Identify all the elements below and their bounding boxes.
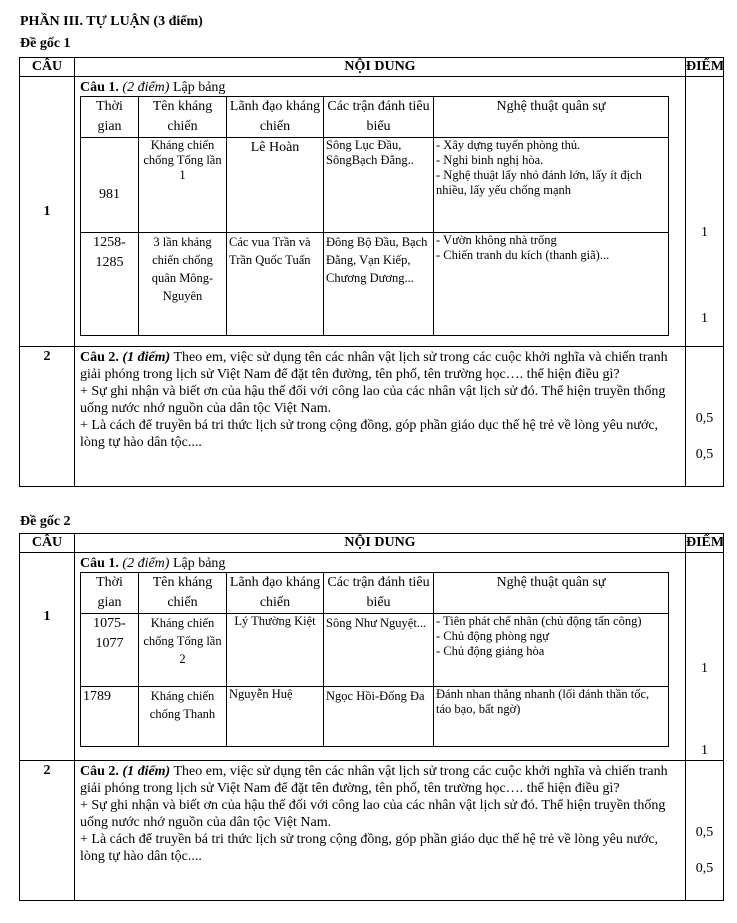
art-line: - Chủ động phòng ngự — [436, 629, 550, 643]
cell-time: 1789 — [81, 687, 139, 747]
score-value: 0,5 — [695, 861, 714, 876]
col-header: Lãnh đạo kháng chiến — [227, 573, 324, 614]
score-value: 0,5 — [695, 411, 714, 426]
section-2-table — [19, 533, 724, 901]
header-noidung: NỘI DUNG — [75, 58, 686, 77]
cell-battles: Sông Như Nguyệt... — [324, 614, 434, 687]
section-1-label: Đề gốc 1 — [20, 36, 71, 51]
inner-table — [80, 96, 669, 336]
score-value: 0,5 — [695, 447, 714, 462]
question-1-content — [75, 553, 686, 761]
art-line: - Xây dựng tuyến phòng thủ. — [436, 138, 581, 152]
score-value: 1 — [701, 661, 708, 676]
art-line: Đánh nhan thắng nhanh (lối đánh thần tốc, táo bạo, bất ngờ) — [436, 687, 650, 716]
part-title: PHẦN III. TỰ LUẬN (3 điểm) — [20, 14, 203, 29]
question-2-content — [75, 761, 686, 901]
question-number: 2 — [20, 347, 75, 487]
question-1-content — [75, 77, 686, 347]
question-2-text: Câu 2. (1 điểm) Theo em, việc sử dụng tên các nhân vật lịch sử trong các cuộc khởi nghĩa và chiến tranh giải phóng trong lịch sử Việt Nam để đặt tên đường, tên phố, tên trường học…. thể hiện điều gì? — [80, 764, 668, 796]
col-header: Các trận đánh tiêu biểu — [324, 97, 434, 138]
col-header: Thời gian — [81, 573, 139, 614]
cell-war: Kháng chiến chống Thanh — [139, 687, 227, 747]
header-cau: CÂU — [20, 58, 75, 77]
answer-2: + Là cách để truyền bá tri thức lịch sử trong cộng đồng, góp phần giáo dục thế hệ trẻ về lòng yêu nước, lòng tự hào dân tộc.... — [80, 832, 659, 864]
question-number: 1 — [20, 553, 75, 761]
answer-1: + Sự ghi nhận và biết ơn của hậu thế đối với công lao của các nhân vật lịch sử đó. Thể hiện truyền thống uống nước nhớ nguồn của dân tộc Việt Nam. — [80, 798, 666, 830]
art-line: - Tiên phát chế nhân (chủ động tấn công) — [436, 614, 642, 628]
col-header: Tên kháng chiến — [139, 97, 227, 138]
question-2-text: Câu 2. (1 điểm) Theo em, việc sử dụng tên các nhân vật lịch sử trong các cuộc khởi nghĩa và chiến tranh giải phóng trong lịch sử Việt Nam để đặt tên đường, tên phố, tên trường học…. thể hiện điều gì? — [80, 350, 668, 382]
header-cau: CÂU — [20, 534, 75, 553]
question-1-title: Câu 1. (2 điểm) Lập bảng — [80, 80, 226, 95]
cell-battles: Sông Lục Đầu, SôngBạch Đằng.. — [324, 138, 434, 233]
answer-2: + Là cách để truyền bá tri thức lịch sử trong cộng đồng, góp phần giáo dục thế hệ trẻ về lòng yêu nước, lòng tự hào dân tộc.... — [80, 418, 659, 450]
score-value: 1 — [701, 225, 708, 240]
cell-leader: Các vua Trần và Trần Quốc Tuấn — [227, 233, 324, 336]
question-number: 2 — [20, 761, 75, 901]
col-header: Lãnh đạo kháng chiến — [227, 97, 324, 138]
cell-time: 1075-1077 — [81, 614, 139, 687]
cell-art — [434, 687, 669, 747]
score-cell — [686, 761, 724, 901]
col-header: Nghệ thuật quân sự — [434, 97, 669, 138]
art-line: - Nghệ thuật lấy nhỏ đánh lớn, lấy ít địch nhiều, lấy yếu chống mạnh — [436, 168, 642, 197]
score-cell — [686, 347, 724, 487]
score-cell — [686, 553, 724, 761]
art-line: - Nghi binh nghị hòa. — [436, 153, 544, 167]
table-row — [81, 233, 669, 336]
cell-battles: Đông Bộ Đầu, Bạch Đằng, Vạn Kiếp, Chương Dương... — [324, 233, 434, 336]
score-value: 1 — [701, 743, 708, 758]
table-row — [81, 687, 669, 747]
header-diem: ĐIỂM — [686, 534, 724, 553]
art-line: - Chủ động giảng hòa — [436, 644, 545, 658]
col-header: Nghệ thuật quân sự — [434, 573, 669, 614]
art-line: - Chiến tranh du kích (thanh giã)... — [436, 248, 610, 262]
cell-war: 3 lần kháng chiến chống quân Mông-Nguyên — [139, 233, 227, 336]
section-1-table — [19, 57, 724, 487]
score-cell — [686, 77, 724, 347]
table-row — [81, 138, 669, 233]
question-1-title: Câu 1. (2 điểm) Lập bảng — [80, 556, 226, 571]
section-2-label: Đề gốc 2 — [20, 514, 71, 529]
cell-time: 1258-1285 — [81, 233, 139, 336]
inner-table — [80, 572, 669, 747]
table-row — [81, 614, 669, 687]
cell-war: Kháng chiến chống Tống lần 2 — [139, 614, 227, 687]
header-diem: ĐIỂM — [686, 58, 724, 77]
cell-leader: Lý Thường Kiệt — [227, 614, 324, 687]
cell-art — [434, 138, 669, 233]
col-header: Tên kháng chiến — [139, 573, 227, 614]
cell-war: Kháng chiến chống Tống lần 1 — [139, 138, 227, 233]
question-2-content — [75, 347, 686, 487]
cell-art — [434, 233, 669, 336]
cell-battles: Ngọc Hồi-Đống Đa — [324, 687, 434, 747]
score-value: 0,5 — [695, 825, 714, 840]
col-header: Các trận đánh tiêu biểu — [324, 573, 434, 614]
answer-1: + Sự ghi nhận và biết ơn của hậu thế đối với công lao của các nhân vật lịch sử đó. Thể hiện truyền thống uống nước nhớ nguồn của dân tộc Việt Nam. — [80, 384, 666, 416]
score-value: 1 — [701, 311, 708, 326]
cell-leader: Lê Hoàn — [227, 138, 324, 233]
cell-art — [434, 614, 669, 687]
art-line: - Vườn không nhà trống — [436, 233, 557, 247]
question-number: 1 — [20, 77, 75, 347]
cell-leader: Nguyễn Huệ — [227, 687, 324, 747]
col-header: Thời gian — [81, 97, 139, 138]
cell-time: 981 — [81, 138, 139, 233]
header-noidung: NỘI DUNG — [75, 534, 686, 553]
